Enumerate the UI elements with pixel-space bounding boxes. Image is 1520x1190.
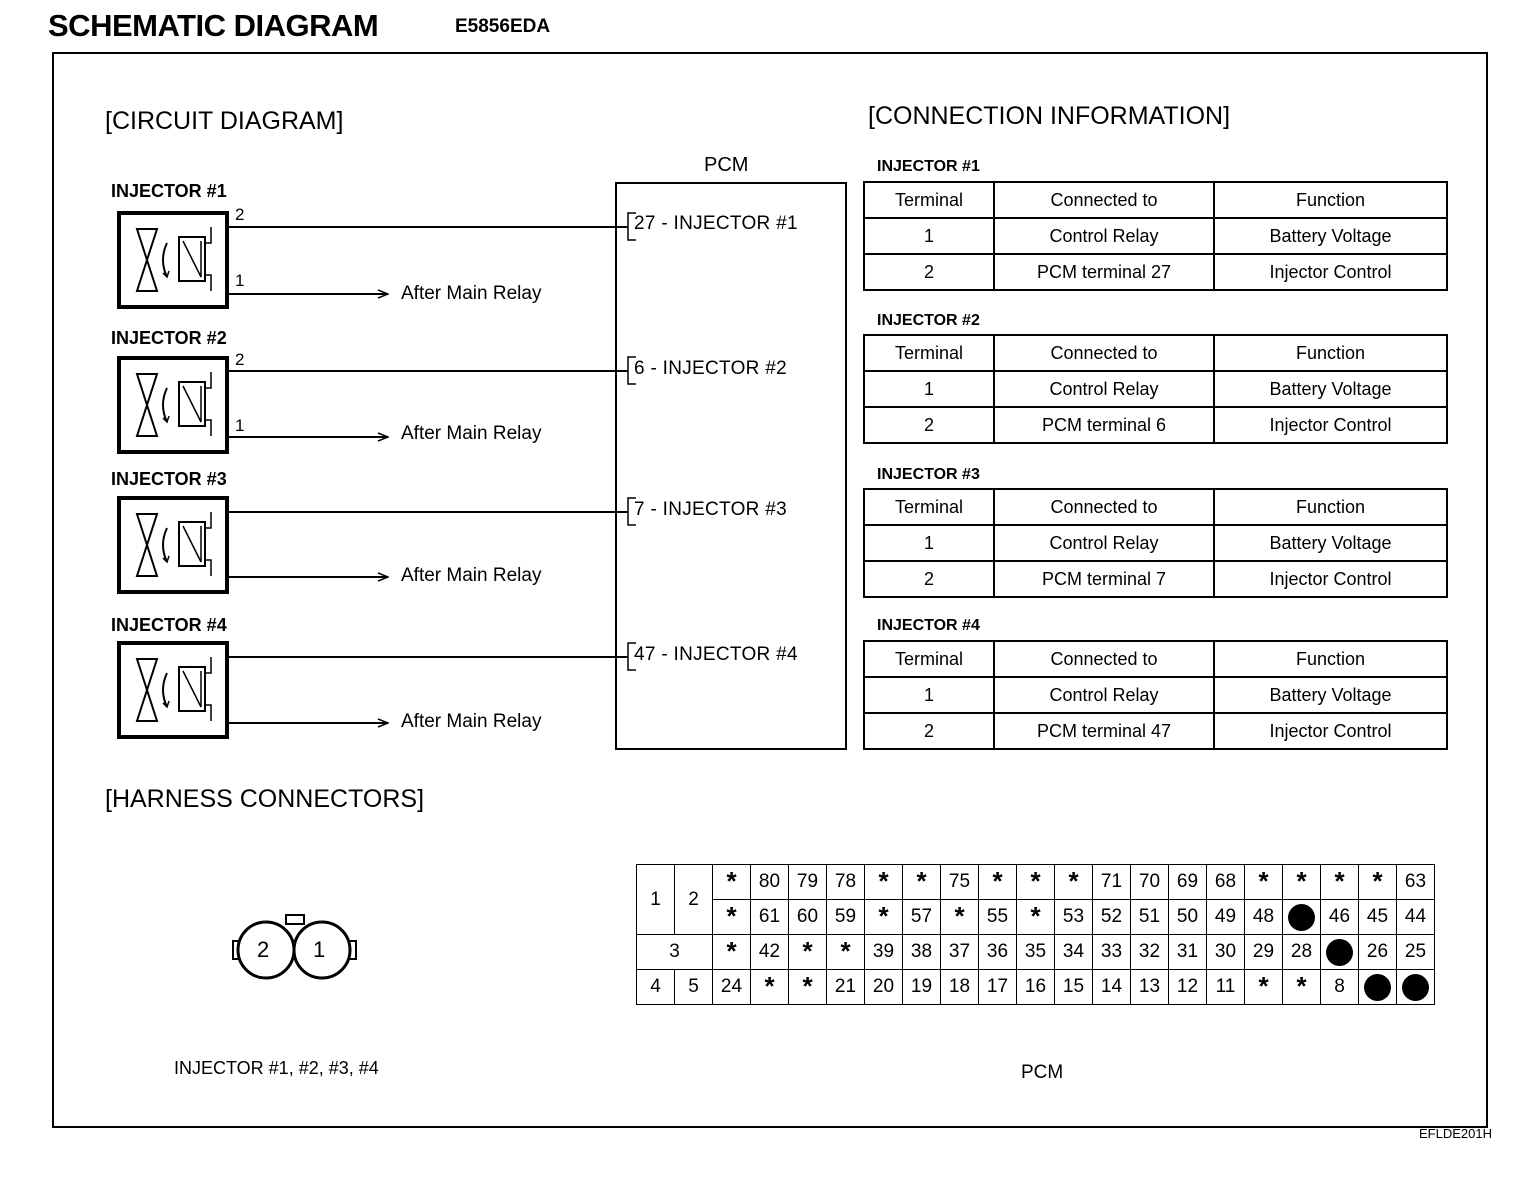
table-row xyxy=(864,713,1447,749)
injector-4-title: INJECTOR #4 xyxy=(111,615,227,635)
table-cell: 2 xyxy=(864,561,994,597)
unused-pin-mark: * xyxy=(726,936,737,966)
pin-cell: 51 xyxy=(1131,900,1169,935)
pin-cell: 5 xyxy=(675,970,713,1005)
pin-cell: 68 xyxy=(1207,865,1245,900)
injector-3-after-main-relay: After Main Relay xyxy=(401,565,542,586)
pin-cell: 42 xyxy=(751,935,789,970)
pin-cell: 13 xyxy=(1131,970,1169,1005)
connection-table-4-title: INJECTOR #4 xyxy=(877,617,980,634)
pin-cell xyxy=(1359,865,1397,900)
pin-cell: 52 xyxy=(1093,900,1131,935)
pin-cell: 18 xyxy=(941,970,979,1005)
pin-cell: 69 xyxy=(1169,865,1207,900)
table-row xyxy=(864,525,1447,561)
pcm-terminal-47: 47 - INJECTOR #4 xyxy=(634,644,798,665)
blocked-pin-dot xyxy=(1288,904,1315,931)
table-header-cell: Function xyxy=(1214,182,1447,218)
table-cell: Control Relay xyxy=(994,677,1214,713)
table-header-cell: Connected to xyxy=(994,335,1214,371)
pinout-row xyxy=(637,865,1435,900)
table-cell: Injector Control xyxy=(1214,407,1447,443)
pcm-terminal-27: 27 - INJECTOR #1 xyxy=(634,213,798,234)
table-header-cell: Terminal xyxy=(864,182,994,218)
pin-cell: 28 xyxy=(1283,935,1321,970)
pin-cell: 25 xyxy=(1397,935,1435,970)
injector-2-after-main-relay: After Main Relay xyxy=(401,423,542,444)
blocked-pin-dot xyxy=(1402,974,1429,1001)
table-cell: PCM terminal 27 xyxy=(994,254,1214,290)
pin-cell: 11 xyxy=(1207,970,1245,1005)
pin-cell: 70 xyxy=(1131,865,1169,900)
pin-cell: 29 xyxy=(1245,935,1283,970)
pin-cell xyxy=(1017,865,1055,900)
injector-2-pin-2: 2 xyxy=(235,350,245,369)
pin-cell xyxy=(865,865,903,900)
table-header-cell: Function xyxy=(1214,335,1447,371)
pinout-row xyxy=(637,970,1435,1005)
pin-cell xyxy=(1245,970,1283,1005)
pin-cell xyxy=(865,900,903,935)
injector-2-title: INJECTOR #2 xyxy=(111,328,227,348)
table-cell: Battery Voltage xyxy=(1214,371,1447,407)
unused-pin-mark: * xyxy=(1258,971,1269,1001)
unused-pin-mark: * xyxy=(1296,971,1307,1001)
table-header-cell: Function xyxy=(1214,489,1447,525)
pin-cell: 46 xyxy=(1321,900,1359,935)
pin-cell xyxy=(1017,900,1055,935)
unused-pin-mark: * xyxy=(1258,866,1269,896)
table-cell: 1 xyxy=(864,525,994,561)
injector-1-symbol xyxy=(119,213,227,307)
unused-pin-mark: * xyxy=(954,901,965,931)
pin-cell xyxy=(941,900,979,935)
pin-cell xyxy=(1321,935,1359,970)
pin-cell xyxy=(1283,865,1321,900)
connection-table-4 xyxy=(863,640,1448,750)
injector-2-pin-1: 1 xyxy=(235,416,245,435)
pin-cell: 4 xyxy=(637,970,675,1005)
table-header-row xyxy=(864,641,1447,677)
injector-4-after-main-relay: After Main Relay xyxy=(401,711,542,732)
pin-cell: 75 xyxy=(941,865,979,900)
table-header-cell: Connected to xyxy=(994,182,1214,218)
table-cell: 2 xyxy=(864,407,994,443)
connection-table-2-title: INJECTOR #2 xyxy=(877,312,980,329)
table-row xyxy=(864,371,1447,407)
table-header-cell: Connected to xyxy=(994,489,1214,525)
unused-pin-mark: * xyxy=(878,901,889,931)
table-row xyxy=(864,677,1447,713)
pin-cell: 8 xyxy=(1321,970,1359,1005)
table-cell: Battery Voltage xyxy=(1214,677,1447,713)
table-row xyxy=(864,407,1447,443)
injector-1-pin-1: 1 xyxy=(235,271,245,290)
table-cell: Battery Voltage xyxy=(1214,218,1447,254)
pin-cell xyxy=(713,935,751,970)
pin-cell: 63 xyxy=(1397,865,1435,900)
pin-cell: 1 xyxy=(637,865,675,935)
injector-4-symbol xyxy=(119,643,227,737)
table-cell: 1 xyxy=(864,371,994,407)
table-cell: Injector Control xyxy=(1214,254,1447,290)
pin-cell: 45 xyxy=(1359,900,1397,935)
pin-cell: 35 xyxy=(1017,935,1055,970)
pin-cell: 57 xyxy=(903,900,941,935)
pin-cell xyxy=(1397,970,1435,1005)
table-header-cell: Terminal xyxy=(864,489,994,525)
pin-cell: 2 xyxy=(675,865,713,935)
pinout-row xyxy=(637,900,1435,935)
harness-connectors-title: [HARNESS CONNECTORS] xyxy=(105,785,425,813)
pin-cell: 60 xyxy=(789,900,827,935)
connection-table-3-title: INJECTOR #3 xyxy=(877,466,980,483)
pin-cell xyxy=(979,865,1017,900)
pin-cell xyxy=(713,865,751,900)
unused-pin-mark: * xyxy=(1334,866,1345,896)
unused-pin-mark: * xyxy=(1030,901,1041,931)
pcm-terminal-6: 6 - INJECTOR #2 xyxy=(634,358,788,379)
injector-1-title: INJECTOR #1 xyxy=(111,181,227,201)
unused-pin-mark: * xyxy=(878,866,889,896)
pin-cell: 26 xyxy=(1359,935,1397,970)
table-cell: Control Relay xyxy=(994,371,1214,407)
table-cell: Injector Control xyxy=(1214,713,1447,749)
pcm-terminal-7: 7 - INJECTOR #3 xyxy=(634,499,788,520)
pin-cell: 59 xyxy=(827,900,865,935)
pinout-row xyxy=(637,935,1435,970)
unused-pin-mark: * xyxy=(916,866,927,896)
pin-cell: 31 xyxy=(1169,935,1207,970)
unused-pin-mark: * xyxy=(802,971,813,1001)
pin-cell: 44 xyxy=(1397,900,1435,935)
injector-3-symbol xyxy=(119,498,227,592)
pin-cell: 20 xyxy=(865,970,903,1005)
unused-pin-mark: * xyxy=(726,901,737,931)
table-cell: Injector Control xyxy=(1214,561,1447,597)
pin-cell: 32 xyxy=(1131,935,1169,970)
pin-cell xyxy=(713,900,751,935)
figure-code: EFLDE201H xyxy=(1419,1126,1492,1141)
pin-cell xyxy=(1283,900,1321,935)
pin-cell: 33 xyxy=(1093,935,1131,970)
pin-cell: 80 xyxy=(751,865,789,900)
pin-cell: 36 xyxy=(979,935,1017,970)
pin-cell: 21 xyxy=(827,970,865,1005)
pin-cell: 34 xyxy=(1055,935,1093,970)
table-header-cell: Function xyxy=(1214,641,1447,677)
unused-pin-mark: * xyxy=(840,936,851,966)
pin-cell: 38 xyxy=(903,935,941,970)
pin-cell: 50 xyxy=(1169,900,1207,935)
pin-cell xyxy=(903,865,941,900)
unused-pin-mark: * xyxy=(726,866,737,896)
table-cell: Control Relay xyxy=(994,218,1214,254)
injector-harness-connector xyxy=(233,915,356,978)
injector-connector-pin-1: 1 xyxy=(313,937,326,962)
pcm-label: PCM xyxy=(704,154,749,176)
unused-pin-mark: * xyxy=(802,936,813,966)
table-row xyxy=(864,561,1447,597)
pin-cell: 30 xyxy=(1207,935,1245,970)
pin-cell xyxy=(751,970,789,1005)
injector-2-symbol xyxy=(119,358,227,452)
table-header-cell: Terminal xyxy=(864,335,994,371)
unused-pin-mark: * xyxy=(992,866,1003,896)
table-header-row xyxy=(864,335,1447,371)
table-header-cell: Connected to xyxy=(994,641,1214,677)
table-cell: 1 xyxy=(864,677,994,713)
pin-cell: 49 xyxy=(1207,900,1245,935)
pin-cell: 71 xyxy=(1093,865,1131,900)
pin-cell: 16 xyxy=(1017,970,1055,1005)
pcm-connector-pinout xyxy=(636,864,1435,1005)
unused-pin-mark: * xyxy=(764,971,775,1001)
pin-cell: 15 xyxy=(1055,970,1093,1005)
table-cell: Control Relay xyxy=(994,525,1214,561)
pin-cell: 55 xyxy=(979,900,1017,935)
pin-cell: 37 xyxy=(941,935,979,970)
table-cell: 1 xyxy=(864,218,994,254)
blocked-pin-dot xyxy=(1364,974,1391,1001)
document-code: E5856EDA xyxy=(455,16,551,37)
table-row xyxy=(864,218,1447,254)
table-cell: 2 xyxy=(864,254,994,290)
blocked-pin-dot xyxy=(1326,939,1353,966)
pin-cell: 17 xyxy=(979,970,1017,1005)
pin-cell: 61 xyxy=(751,900,789,935)
table-cell: Battery Voltage xyxy=(1214,525,1447,561)
table-cell: PCM terminal 47 xyxy=(994,713,1214,749)
pcm-connector-label: PCM xyxy=(1021,1062,1064,1083)
table-cell: PCM terminal 7 xyxy=(994,561,1214,597)
injector-connector-label: INJECTOR #1, #2, #3, #4 xyxy=(174,1058,379,1078)
injector-connector-pin-2: 2 xyxy=(257,937,270,962)
pin-cell: 39 xyxy=(865,935,903,970)
pin-cell: 12 xyxy=(1169,970,1207,1005)
table-cell: PCM terminal 6 xyxy=(994,407,1214,443)
injector-1-pin-2: 2 xyxy=(235,205,245,224)
table-row xyxy=(864,254,1447,290)
pin-cell: 79 xyxy=(789,865,827,900)
unused-pin-mark: * xyxy=(1068,866,1079,896)
pin-cell: 53 xyxy=(1055,900,1093,935)
pin-cell: 24 xyxy=(713,970,751,1005)
pin-cell xyxy=(789,935,827,970)
connection-table-1 xyxy=(863,181,1448,291)
pin-cell: 48 xyxy=(1245,900,1283,935)
pin-cell xyxy=(1055,865,1093,900)
injector-1-after-main-relay: After Main Relay xyxy=(401,283,542,304)
pin-cell: 78 xyxy=(827,865,865,900)
circuit-diagram-title: [CIRCUIT DIAGRAM] xyxy=(105,107,344,135)
page-title: SCHEMATIC DIAGRAM xyxy=(48,8,379,43)
pin-cell xyxy=(1283,970,1321,1005)
pin-cell xyxy=(827,935,865,970)
table-header-cell: Terminal xyxy=(864,641,994,677)
pin-cell xyxy=(789,970,827,1005)
injector-3-title: INJECTOR #3 xyxy=(111,469,227,489)
connection-table-1-title: INJECTOR #1 xyxy=(877,158,980,175)
pin-cell: 3 xyxy=(637,935,713,970)
table-cell: 2 xyxy=(864,713,994,749)
connection-table-2 xyxy=(863,334,1448,444)
unused-pin-mark: * xyxy=(1030,866,1041,896)
unused-pin-mark: * xyxy=(1372,866,1383,896)
pin-cell: 19 xyxy=(903,970,941,1005)
pin-cell xyxy=(1359,970,1397,1005)
table-header-row xyxy=(864,182,1447,218)
pin-cell xyxy=(1321,865,1359,900)
unused-pin-mark: * xyxy=(1296,866,1307,896)
pin-cell xyxy=(1245,865,1283,900)
connection-table-3 xyxy=(863,488,1448,598)
table-header-row xyxy=(864,489,1447,525)
connection-info-title: [CONNECTION INFORMATION] xyxy=(868,102,1231,130)
pin-cell: 14 xyxy=(1093,970,1131,1005)
